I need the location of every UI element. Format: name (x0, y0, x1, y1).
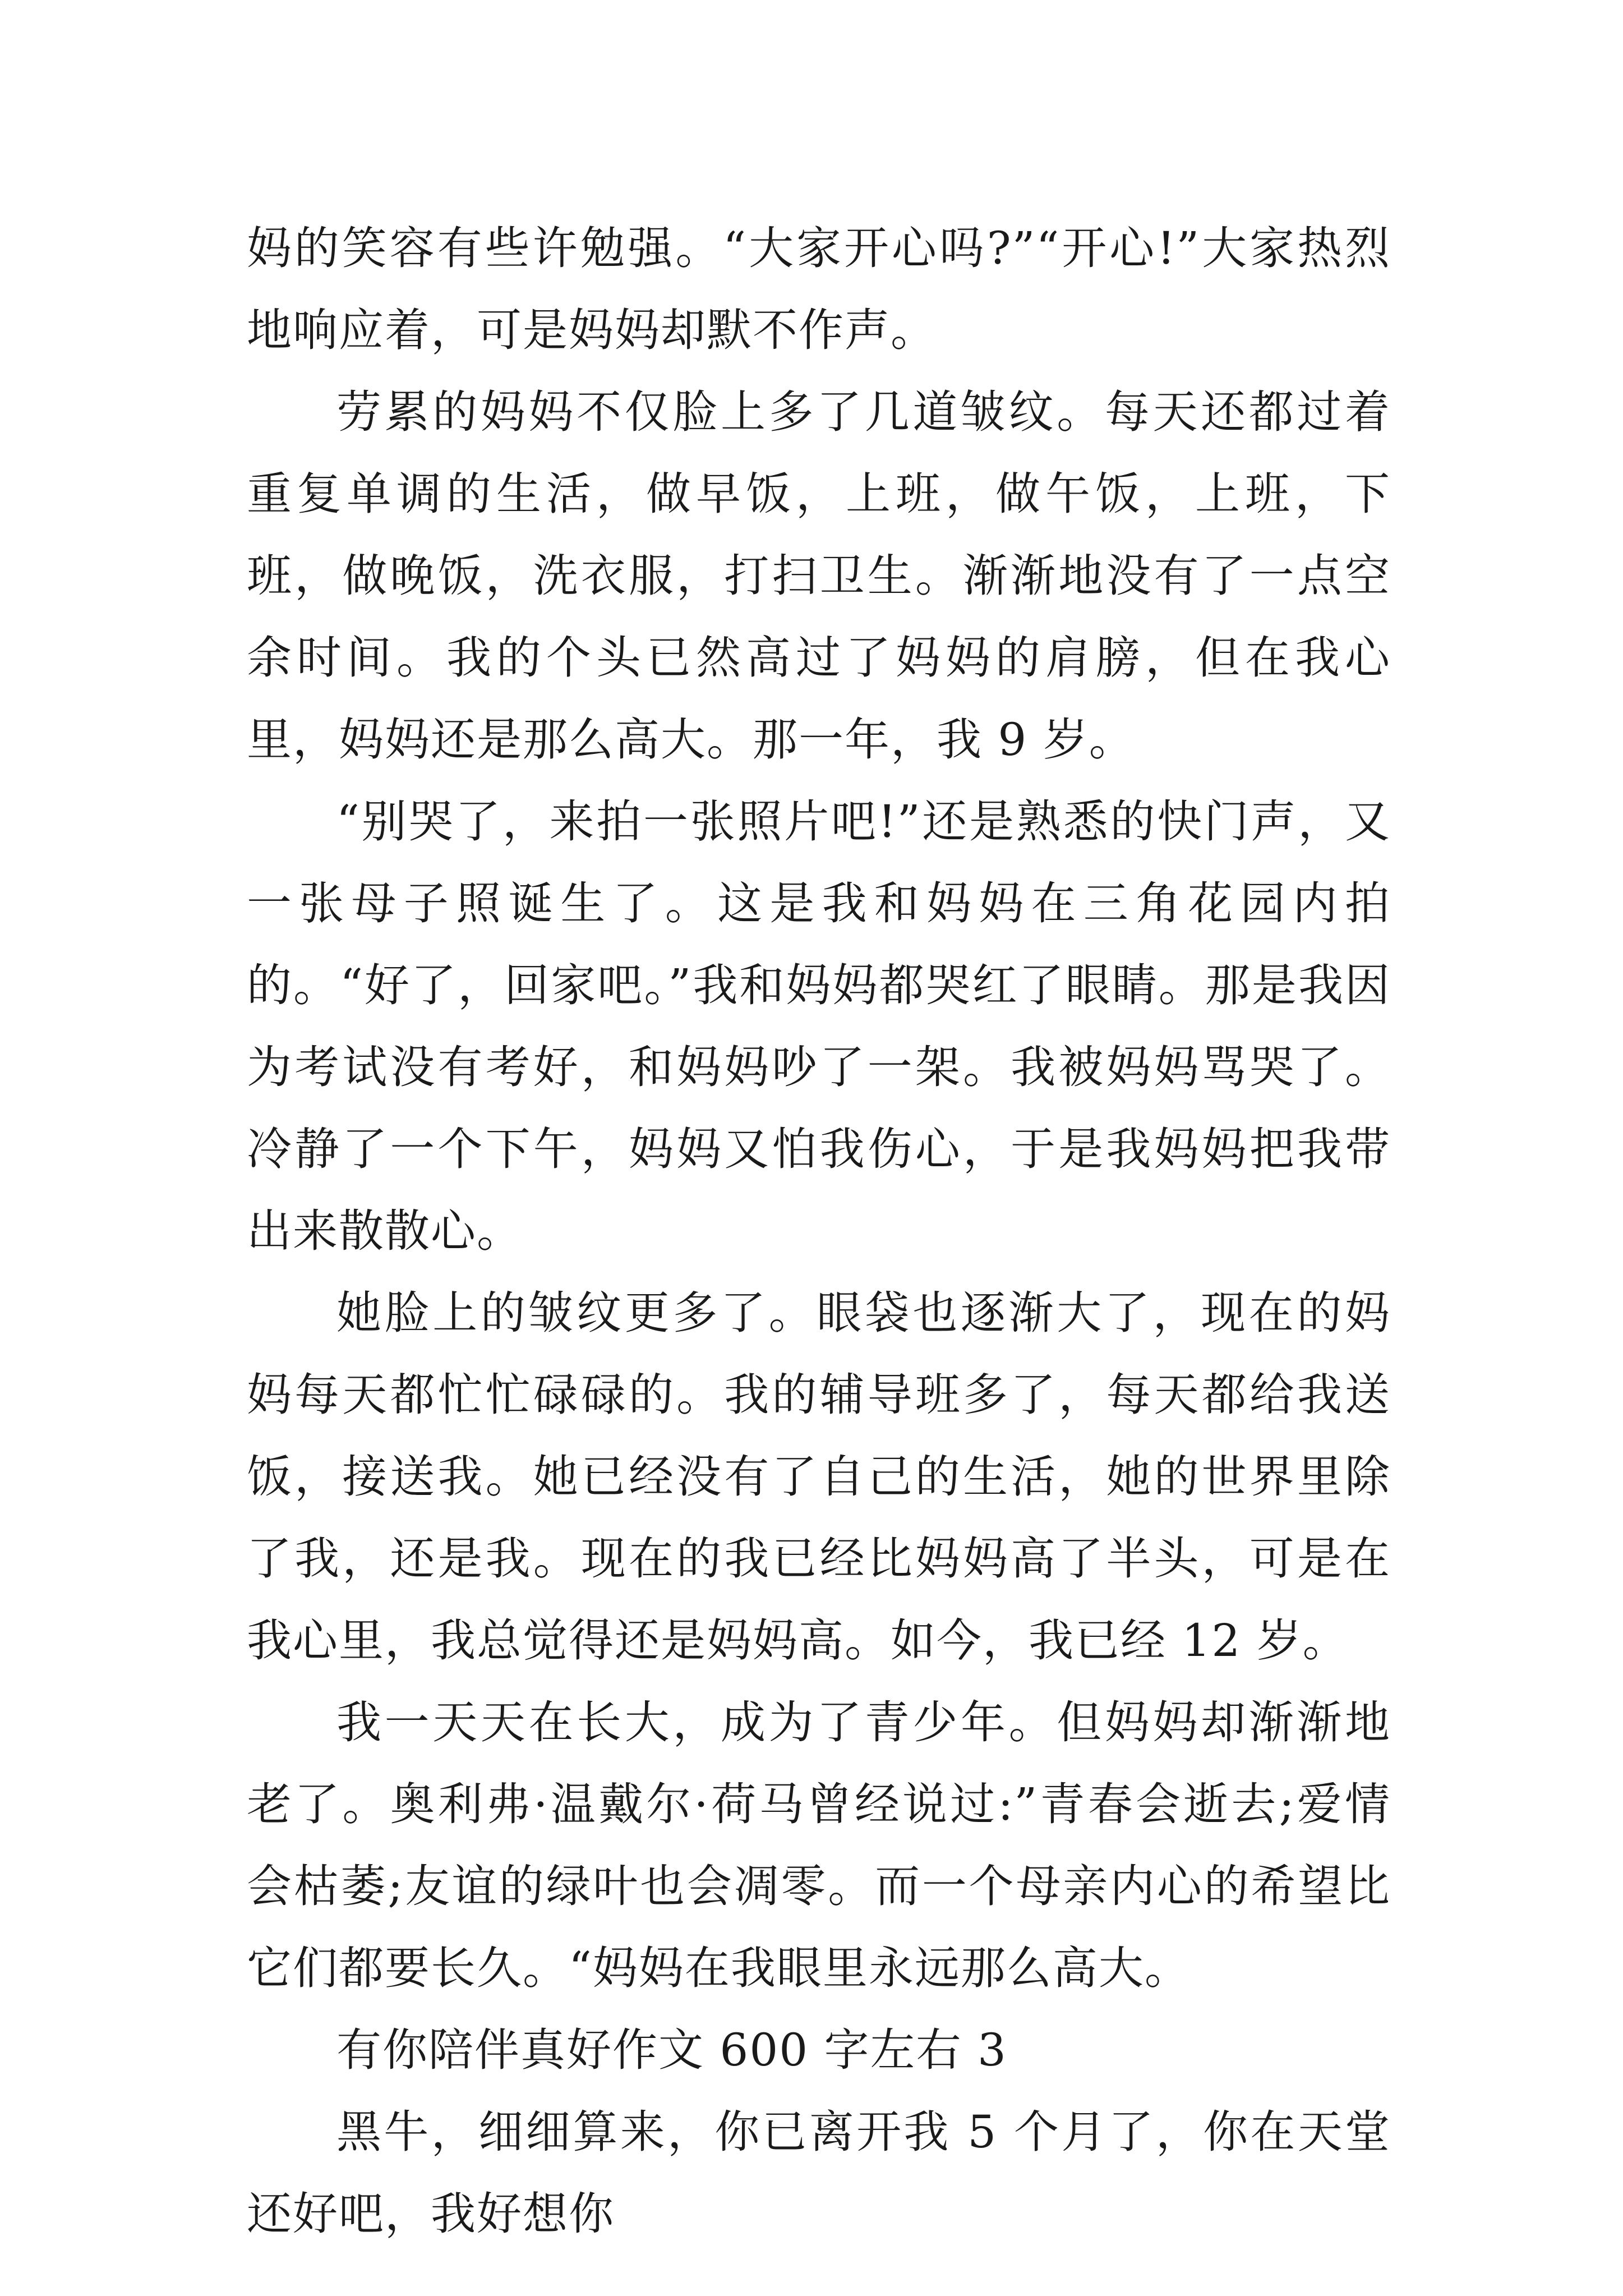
paragraph-3: “别哭了，来拍一张照片吧!”还是熟悉的快门声，又一张母子照诞生了。这是我和妈妈在三角花园内拍的。“好了，回家吧。”我和妈妈都哭红了眼睛。那是我因为考试没有考好，和妈妈吵了一架。我被妈妈骂哭了。冷静了一个下午，妈妈又怕我伤心，于是我妈妈把我带出来散散心。 (247, 795, 1391, 1257)
section-heading: 有你陪伴真好作文 600 字左右 3 (336, 2024, 1007, 2076)
document-body (247, 208, 1391, 2255)
paragraph-4: 她脸上的皱纹更多了。眼袋也逐渐大了，现在的妈妈每天都忙忙碌碌的。我的辅导班多了，每天都给我送饭，接送我。她已经没有了自己的生活，她的世界里除了我，还是我。现在的我已经比妈妈高了半头，可是在我心里，我总觉得还是妈妈高。如今，我已经 12 岁。 (247, 1287, 1391, 1667)
paragraph-6: 黑牛，细细算来，你已离开我 5 个月了，你在天堂还好吧，我好想你 (247, 2106, 1391, 2240)
paragraph-2: 劳累的妈妈不仅脸上多了几道皱纹。每天还都过着重复单调的生活，做早饭，上班，做午饭，上班，下班，做晚饭，洗衣服，打扫卫生。渐渐地没有了一点空余时间。我的个头已然高过了妈妈的肩膀，但在我心里，妈妈还是那么高大。那一年，我 9 岁。 (247, 386, 1391, 766)
paragraph-1: 妈的笑容有些许勉强。“大家开心吗?”“开心!”大家热烈地响应着，可是妈妈却默不作声。 (247, 222, 1391, 356)
paragraph-5: 我一天天在长大，成为了青少年。但妈妈却渐渐地老了。奥利弗·温戴尔·荷马曾经说过:”青春会逝去;爱情会枯萎;友谊的绿叶也会凋零。而一个母亲内心的希望比它们都要长久。“妈妈在我眼里永远那么高大。 (247, 1696, 1391, 1994)
